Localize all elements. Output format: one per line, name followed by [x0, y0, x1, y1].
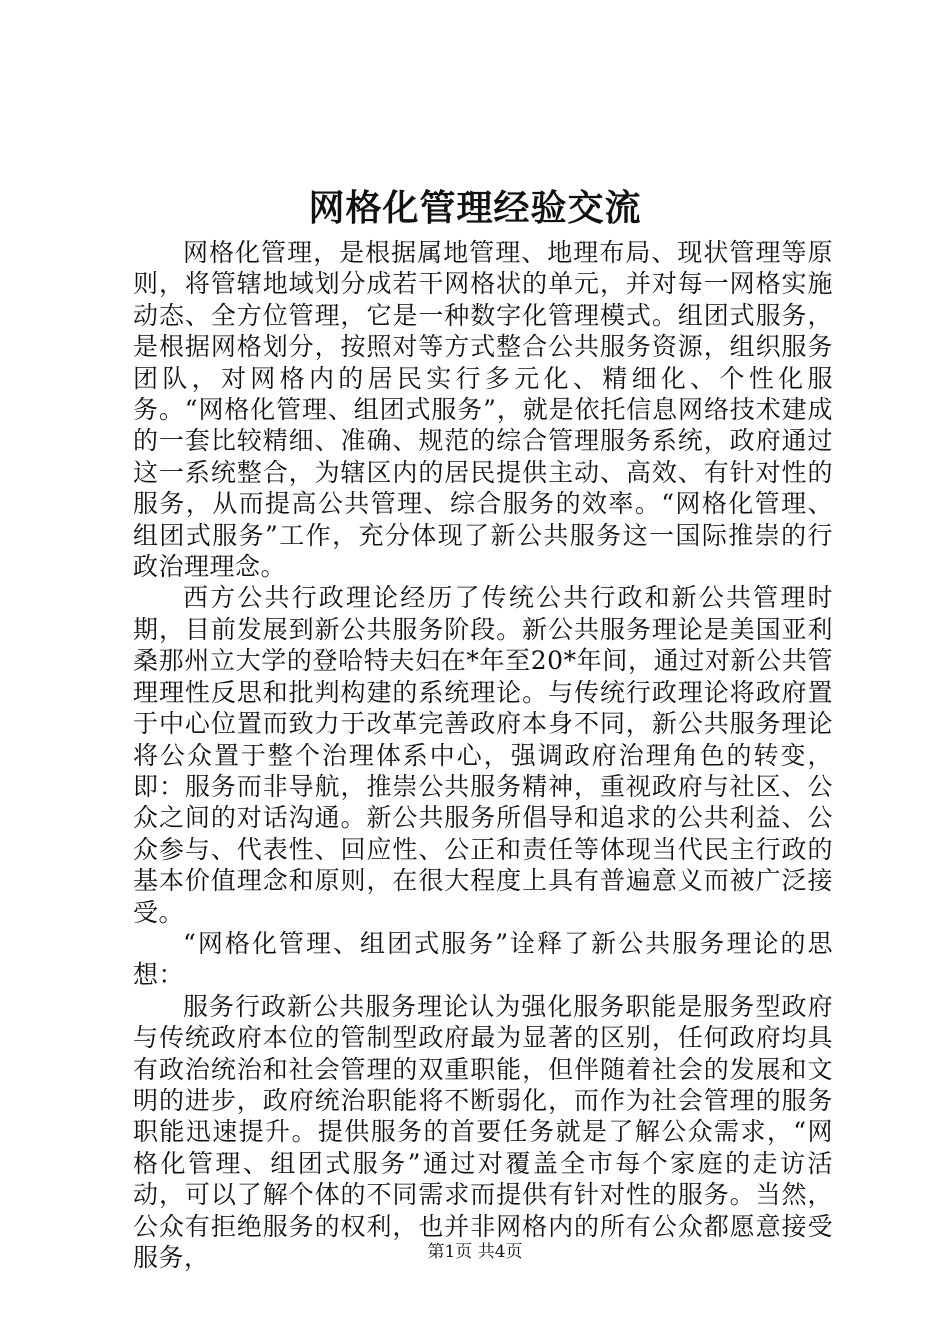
paragraph-3: “网格化管理、组团式服务”诠释了新公共服务理论的思想：	[133, 928, 833, 990]
page-footer: 第1页 共4页	[427, 1242, 523, 1262]
paragraph-1: 网格化管理，是根据属地管理、地理布局、现状管理等原则，将管辖地域划分成若干网格状的单元，并对每一网格实施动态、全方位管理，它是一种数字化管理模式。组团式服务，是根据网格划分，按照对等方式整合公共服务资源，组织服务团队，对网格内的居民实行多元化、精细化、个性化服务。“网格化管理、组团式服务”，就是依托信息网络技术建成的一套比较精细、准确、规范的综合管理服务系统，政府通过这一系统整合，为辖区内的居民提供主动、高效、有针对性的服务，从而提高公共管理、综合服务的效率。“网格化管理、组团式服务”工作，充分体现了新公共服务这一国际推崇的行政治理理念。	[133, 238, 833, 582]
paragraph-4: 服务行政新公共服务理论认为强化服务职能是服务型政府与传统政府本位的管制型政府最为显著的区别，任何政府均具有政治统治和社会管理的双重职能，但伴随着社会的发展和文明的进步，政府统治职能将不断弱化，而作为社会管理的服务职能迅速提升。提供服务的首要任务就是了解公众需求，“网格化管理、组团式服务”通过对覆盖全市每个家庭的走访活动，可以了解个体的不同需求而提供有针对性的服务。当然，公众有拒绝服务的权利，也并非网格内的所有公众都愿意接受服务，	[133, 991, 833, 1272]
document-title: 网格化管理经验交流	[308, 187, 642, 229]
document-body	[133, 237, 833, 1273]
paragraph-2: 西方公共行政理论经历了传统公共行政和新公共管理时期，目前发展到新公共服务阶段。新公共服务理论是美国亚利桑那州立大学的登哈特夫妇在*年至20*年间，通过对新公共管理理性反思和批判构建的系统理论。与传统行政理论将政府置于中心位置而致力于改革完善政府本身不同，新公共服务理论将公众置于整个治理体系中心，强调政府治理角色的转变，即：服务而非导航，推崇公共服务精神，重视政府与社区、公众之间的对话沟通。新公共服务所倡导和追求的公共利益、公众参与、代表性、回应性、公正和责任等体现当代民主行政的基本价值理念和原则，在很大程度上具有普遍意义而被广泛接受。	[133, 583, 833, 927]
